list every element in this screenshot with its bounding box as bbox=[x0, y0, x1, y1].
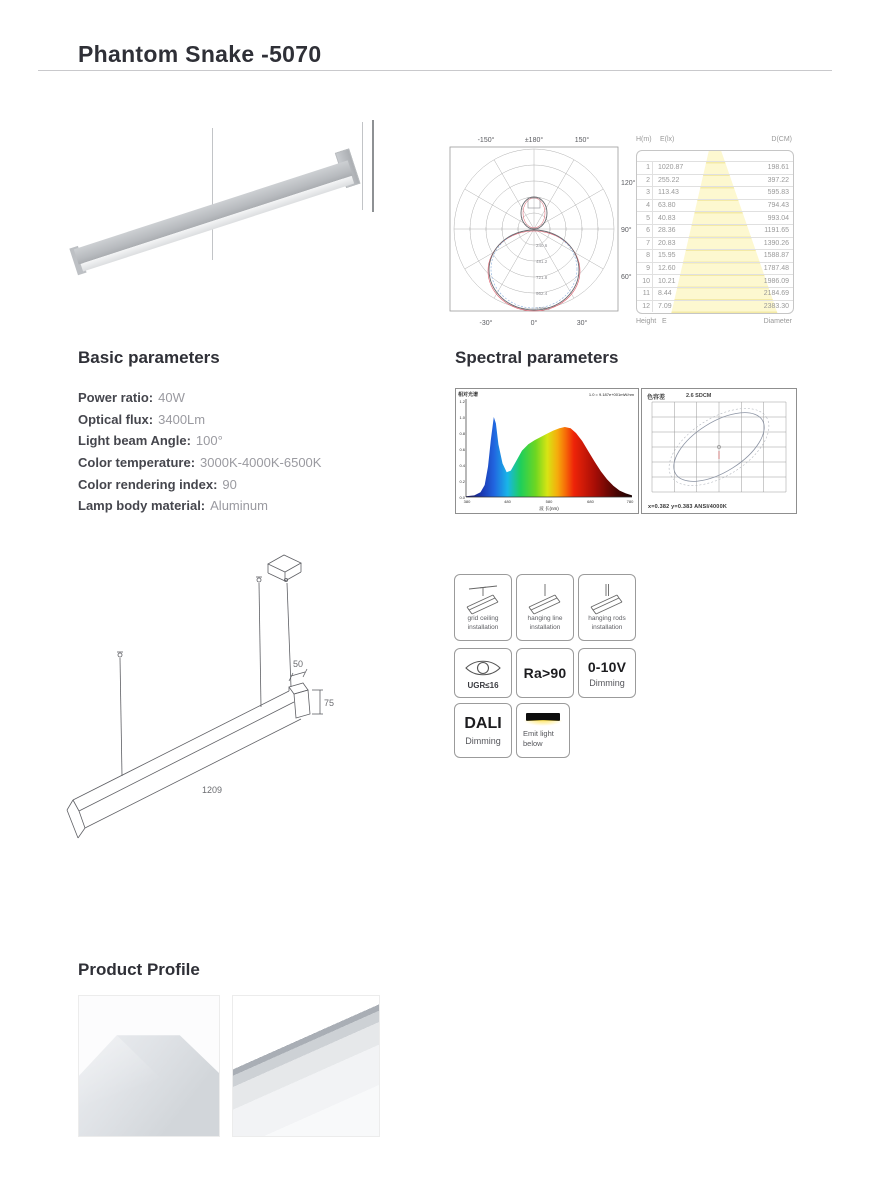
svg-text:721.8: 721.8 bbox=[536, 275, 548, 280]
illuminance-table-body bbox=[636, 150, 794, 314]
table-row: 3 113.43 595.83 bbox=[637, 186, 793, 199]
table-row: 12 7.09 2383.30 bbox=[637, 300, 793, 313]
table-row: 10 10.21 1986.09 bbox=[637, 274, 793, 287]
footer-e: E bbox=[662, 318, 667, 325]
page-title: Phantom Snake -5070 bbox=[78, 41, 322, 68]
table-row: 11 8.44 2184.69 bbox=[637, 287, 793, 300]
cie-sdcm-value: 2.6 SDCM bbox=[686, 392, 712, 399]
luminaire-housing bbox=[74, 160, 353, 264]
svg-text:30°: 30° bbox=[576, 320, 588, 327]
svg-text:780: 780 bbox=[626, 499, 634, 504]
table-row: 5 40.83 993.04 bbox=[637, 211, 793, 224]
emit-glow bbox=[523, 720, 563, 726]
svg-text:-30°: -30° bbox=[479, 320, 493, 327]
profile-diagonal-edge bbox=[232, 995, 380, 1137]
svg-text:±180°: ±180° bbox=[524, 137, 544, 144]
svg-text:60°: 60° bbox=[621, 274, 632, 281]
suspension-wire-left bbox=[212, 128, 213, 260]
feature-hanging-rods-installation: hanging rods installation bbox=[578, 574, 636, 641]
luminaire-body bbox=[74, 160, 358, 281]
cie-coordinates: x=0.382 y=0.383 ANSI/4000K bbox=[648, 504, 727, 510]
svg-text:380: 380 bbox=[463, 499, 471, 504]
feature-dali-dimming: DALI Dimming bbox=[454, 703, 512, 758]
spd-y-ticks bbox=[459, 399, 465, 500]
spd-x-ticks bbox=[464, 499, 634, 504]
drawing-lines bbox=[67, 555, 323, 838]
svg-text:0.2: 0.2 bbox=[459, 479, 465, 484]
param-body-material: Lamp body material: Aluminum bbox=[78, 498, 268, 514]
profile-endcap-photo bbox=[78, 995, 220, 1137]
col-header-height: H(m) bbox=[636, 136, 652, 143]
dim-length-label: 1209 bbox=[202, 785, 223, 795]
svg-text:962.4: 962.4 bbox=[536, 291, 548, 296]
spd-x-axis-label: 波 长(nm) bbox=[539, 506, 559, 511]
table-row: 4 63.80 794.43 bbox=[637, 199, 793, 212]
dimension-drawing bbox=[65, 543, 380, 848]
spd-curve bbox=[466, 417, 632, 497]
feature-ra: Ra>90 bbox=[516, 648, 574, 698]
spd-scale-note: 1.0 = 9.187e+001mW/nm bbox=[588, 392, 634, 397]
param-beam-angle: Light beam Angle: 100° bbox=[78, 433, 223, 449]
feature-grid-ceiling-installation: grid ceiling installation bbox=[454, 574, 512, 641]
title-divider bbox=[38, 70, 832, 71]
footer-height: Height bbox=[636, 318, 657, 325]
product-photo bbox=[62, 116, 407, 330]
param-color-temperature: Color temperature: 3000K-4000K-6500K bbox=[78, 455, 322, 471]
cie-title: 色容差 bbox=[647, 395, 666, 401]
spd-corner-label: 相对光谱 bbox=[458, 392, 479, 398]
table-row: 8 15.95 1588.87 bbox=[637, 249, 793, 262]
cie-grid bbox=[652, 402, 786, 492]
table-row: 1 1020.87 198.61 bbox=[637, 161, 793, 174]
svg-text:90°: 90° bbox=[621, 227, 632, 234]
svg-text:680: 680 bbox=[587, 499, 594, 504]
svg-text:0.8: 0.8 bbox=[459, 431, 465, 436]
col-header-e: E(lx) bbox=[660, 136, 675, 143]
svg-text:150°: 150° bbox=[574, 137, 590, 144]
svg-text:0°: 0° bbox=[530, 320, 538, 327]
spectral-power-chart bbox=[455, 388, 639, 514]
dim-height-label: 75 bbox=[324, 698, 335, 708]
basic-parameters-list bbox=[78, 387, 321, 517]
param-optical-flux: Optical flux: 3400Lm bbox=[78, 411, 206, 427]
hanging-line-icon bbox=[525, 583, 565, 615]
table-row: 7 20.83 1390.26 bbox=[637, 237, 793, 250]
param-cri: Color rendering index: 90 bbox=[78, 476, 237, 492]
svg-text:1203.0: 1203.0 bbox=[536, 306, 550, 311]
svg-text:240.6: 240.6 bbox=[536, 243, 548, 248]
illuminance-table bbox=[636, 136, 794, 330]
svg-text:1.2: 1.2 bbox=[459, 399, 465, 404]
power-cable bbox=[372, 120, 374, 212]
chromaticity-chart bbox=[641, 388, 797, 514]
luminaire-lens bbox=[81, 176, 355, 272]
profile-diffuser-photo bbox=[232, 995, 380, 1137]
grid-ceiling-icon bbox=[463, 583, 503, 615]
feature-hanging-line-installation: hanging line installation bbox=[516, 574, 574, 641]
drawing-dimensions bbox=[202, 659, 334, 795]
polar-side-labels bbox=[621, 179, 636, 281]
feature-0-10v-dimming: 0-10V Dimming bbox=[578, 648, 636, 698]
svg-text:481.2: 481.2 bbox=[536, 259, 548, 264]
eye-icon bbox=[463, 657, 503, 679]
basic-parameters-heading: Basic parameters bbox=[78, 348, 220, 367]
feature-ugr: UGR≤16 bbox=[454, 648, 512, 698]
param-power-ratio: Power ratio: 40W bbox=[78, 390, 185, 406]
svg-text:120°: 120° bbox=[621, 180, 636, 187]
dim-width-label: 50 bbox=[293, 659, 304, 669]
svg-text:480: 480 bbox=[504, 499, 511, 504]
table-row: 2 255.22 397.22 bbox=[637, 174, 793, 187]
svg-text:1.0: 1.0 bbox=[459, 415, 465, 420]
photometric-polar-chart bbox=[448, 132, 638, 328]
suspension-wire-right bbox=[362, 122, 363, 210]
product-profile-heading: Product Profile bbox=[78, 960, 200, 979]
svg-text:-150°: -150° bbox=[477, 137, 495, 144]
footer-diameter: Diameter bbox=[763, 318, 792, 325]
svg-text:580: 580 bbox=[545, 499, 553, 504]
svg-text:0.6: 0.6 bbox=[459, 447, 465, 452]
table-row: 6 28.36 1191.65 bbox=[637, 224, 793, 237]
svg-text:0.4: 0.4 bbox=[459, 463, 465, 468]
col-header-d: D(CM) bbox=[771, 136, 792, 143]
feature-emit-light-below: Emit light below bbox=[516, 703, 570, 758]
hanging-rods-icon bbox=[587, 583, 627, 615]
table-row: 9 12.60 1787.48 bbox=[637, 262, 793, 275]
svg-text:0.0: 0.0 bbox=[459, 495, 465, 500]
spectral-parameters-heading: Spectral parameters bbox=[455, 348, 619, 367]
